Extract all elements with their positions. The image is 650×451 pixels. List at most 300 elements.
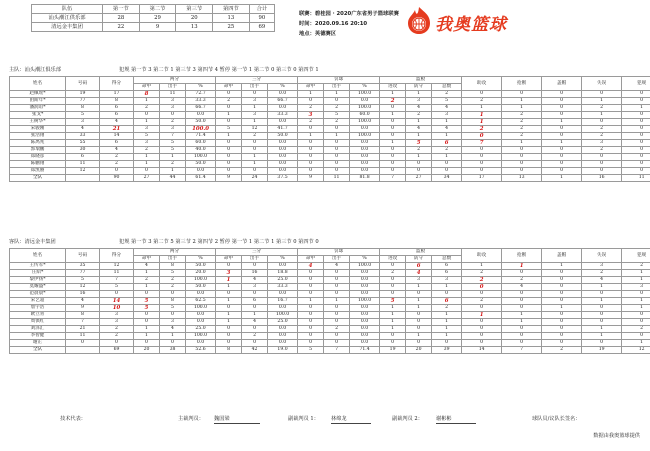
stat-cell: 7 [160, 133, 186, 140]
stat-cell: 2 [100, 333, 134, 340]
stat-cell: 25.0 [268, 277, 298, 284]
stat-cell: 1 [622, 105, 650, 112]
total-cell: 12 [622, 347, 650, 354]
stat-cell: 2 [582, 147, 622, 154]
match-time: 时间：2020.09.16 20:10 [299, 21, 368, 27]
stat-cell: 0.0 [268, 333, 298, 340]
stat-cell: 2 [160, 161, 186, 168]
stat-cell: 4 [406, 270, 432, 277]
stat-cell: 0 [380, 340, 406, 347]
stat-cell: 7 [462, 140, 502, 147]
sub-col: 出手 [324, 256, 350, 263]
total-cell: 7 [324, 347, 350, 354]
sub-col: 防守 [406, 256, 432, 263]
away-stats-table [9, 248, 650, 354]
stat-cell: 1 [134, 284, 160, 291]
stat-cell: 0 [242, 263, 268, 270]
stat-cell: 0 [242, 91, 268, 98]
total-cell: 14 [462, 347, 502, 354]
stat-cell: 2 [502, 119, 542, 126]
stat-cell: 0 [380, 277, 406, 284]
stat-cell: 0 [582, 154, 622, 161]
stat-cell: 14 [100, 298, 134, 305]
stat-cell: 0 [462, 291, 502, 298]
stat-cell: 1 [582, 284, 622, 291]
stat-cell: 50.0 [186, 119, 216, 126]
stat-cell: 1 [406, 284, 432, 291]
stat-cell: 1 [380, 319, 406, 326]
stat-cell: 0 [622, 312, 650, 319]
stat-cell: 4 [242, 319, 268, 326]
stat-cell: 0 [622, 291, 650, 298]
stat-cell: 1 [242, 161, 268, 168]
stat-cell: 0.0 [350, 305, 380, 312]
stat-cell: 3 [160, 105, 186, 112]
stat-cell: 0 [542, 340, 582, 347]
stat-cell: 1 [432, 133, 462, 140]
stat-cell: 60.0 [350, 112, 380, 119]
stat-cell: 0 [542, 291, 582, 298]
stat-cell: 2 [160, 277, 186, 284]
header-q4: 第四节 [213, 5, 250, 14]
player-row [10, 112, 650, 119]
sub-col: 命中 [216, 84, 242, 91]
stat-cell: 0 [134, 291, 160, 298]
total-cell: 11 [622, 175, 650, 182]
stat-cell: 3 [298, 112, 324, 119]
player-row [10, 326, 650, 333]
stat-cell: 1 [134, 270, 160, 277]
stat-cell: 0 [100, 291, 134, 298]
player-row [10, 312, 650, 319]
stat-cell: 0 [298, 126, 324, 133]
player-name: 詹宇浩 [10, 305, 66, 312]
stat-cell: 1 [622, 340, 650, 347]
stat-cell: 0 [582, 340, 622, 347]
ref2-label: 副裁判员 2： [392, 416, 423, 422]
stat-cell: 1 [582, 326, 622, 333]
stat-cell: 0 [622, 126, 650, 133]
cell: 29 [139, 14, 176, 23]
stat-cell: 0 [324, 277, 350, 284]
stat-cell: 1 [380, 312, 406, 319]
stat-cell: 0 [462, 340, 502, 347]
stat-cell: 0 [242, 140, 268, 147]
col-stat: 盖帽 [542, 249, 582, 263]
stat-cell: 0 [502, 154, 542, 161]
stat-cell: 0 [298, 291, 324, 298]
col-stat: 失误 [582, 249, 622, 263]
stat-cell: 0 [542, 161, 582, 168]
cell: 汕头潮江供乐部 [32, 14, 103, 23]
stat-cell: 0 [622, 147, 650, 154]
stat-cell: 8 [100, 98, 134, 105]
cell: 9 [139, 23, 176, 32]
player-row [10, 319, 650, 326]
stat-cell: 0 [462, 319, 502, 326]
stat-cell: 0 [542, 312, 582, 319]
stat-cell: 0 [160, 291, 186, 298]
player-name: 郑凯丽 [10, 168, 66, 175]
total-cell: 71.4 [350, 347, 380, 354]
stat-cell: 4 [298, 263, 324, 270]
stat-cell: 0 [622, 119, 650, 126]
away-team-summary: 犯规 第一节 3 第二节 5 第三节 2 第四节 2 暂停 第一节 1 第二节 1 第三节 0 第四节 0 [119, 239, 319, 245]
player-name: 宋骏刚 [10, 126, 66, 133]
stat-cell: 2 [216, 98, 242, 105]
stat-cell: 0 [582, 168, 622, 175]
stat-cell: 2 [502, 112, 542, 119]
total-cell: 44 [160, 175, 186, 182]
total-cell: 38 [160, 347, 186, 354]
stat-cell: 1 [216, 298, 242, 305]
stat-cell: 3 [160, 319, 186, 326]
stat-cell: 0.0 [268, 161, 298, 168]
stat-cell: 0.0 [350, 333, 380, 340]
stat-cell: 1 [622, 277, 650, 284]
stat-cell: 1 [582, 112, 622, 119]
quarter-row-away [32, 23, 275, 32]
stat-cell: 0 [582, 291, 622, 298]
stat-cell: 0.0 [268, 91, 298, 98]
col-two-point: 两分 [134, 77, 216, 84]
stat-cell: 6 [432, 140, 462, 147]
stat-cell: 0 [432, 161, 462, 168]
sub-col: 防守 [406, 84, 432, 91]
stat-cell: 2 [502, 277, 542, 284]
col-stat: 犯规 [622, 249, 650, 263]
stat-cell: 0.0 [268, 291, 298, 298]
stat-cell: 2 [462, 277, 502, 284]
stat-cell: 2 [134, 277, 160, 284]
stat-cell: 3 [242, 284, 268, 291]
stat-cell: 0 [380, 119, 406, 126]
player-row [10, 340, 650, 347]
stat-cell: 5 [160, 270, 186, 277]
total-cell: 2 [542, 347, 582, 354]
stat-cell: 1 [242, 119, 268, 126]
stat-cell: 0 [406, 312, 432, 319]
stat-cell: 100.0 [186, 333, 216, 340]
player-row [10, 91, 650, 98]
stat-cell: 5 [134, 133, 160, 140]
stat-cell: 5 [160, 147, 186, 154]
stat-cell: 16 [242, 270, 268, 277]
stat-cell: 2 [324, 119, 350, 126]
stat-cell: 0 [622, 168, 650, 175]
stat-cell: 8 [160, 263, 186, 270]
stat-cell: 1 [502, 98, 542, 105]
stat-cell: 2 [622, 263, 650, 270]
stat-cell: 0 [298, 326, 324, 333]
stat-cell: 0 [216, 105, 242, 112]
stat-cell: 50.0 [186, 284, 216, 291]
stat-cell: 0 [324, 333, 350, 340]
stat-cell: 0 [542, 277, 582, 284]
player-name: 范晨晨* [10, 291, 66, 298]
stat-cell: 2 [242, 133, 268, 140]
col-name: 姓名 [10, 249, 66, 263]
quarter-header-row [32, 5, 275, 14]
stat-cell: 2 [502, 133, 542, 140]
header-team: 队伍 [32, 5, 103, 14]
stat-cell: 1 [160, 154, 186, 161]
stat-cell: 100.0 [350, 91, 380, 98]
stat-cell: 0 [462, 305, 502, 312]
stat-cell: 5 [66, 112, 100, 119]
stat-cell: 3 [406, 98, 432, 105]
stat-cell: 0 [432, 340, 462, 347]
stat-cell: 0 [298, 312, 324, 319]
stat-cell: 4 [432, 126, 462, 133]
stat-cell: 0.0 [350, 326, 380, 333]
stat-cell: 0.0 [350, 147, 380, 154]
stat-cell: 0.0 [268, 263, 298, 270]
header-total: 合计 [249, 5, 274, 14]
stat-cell: 50.0 [268, 133, 298, 140]
stat-cell: 1 [462, 119, 502, 126]
stat-cell: 1 [134, 154, 160, 161]
stat-cell: 0 [380, 133, 406, 140]
sub-col: 命中 [216, 256, 242, 263]
stat-cell: 3 [242, 98, 268, 105]
stat-cell: 2 [406, 147, 432, 154]
stat-cell: 0.0 [350, 284, 380, 291]
stat-cell: 0 [324, 154, 350, 161]
stat-cell: 0 [242, 147, 268, 154]
stat-cell: 0 [324, 291, 350, 298]
stat-cell: 0 [216, 305, 242, 312]
stat-cell: 1 [160, 333, 186, 340]
stat-cell: 33.3 [268, 112, 298, 119]
stat-cell: 2 [406, 112, 432, 119]
ref1-name: 林绵龙 [331, 415, 371, 424]
stat-cell: 0 [542, 319, 582, 326]
stat-cell: 0 [298, 277, 324, 284]
stat-cell: 100.0 [186, 277, 216, 284]
stat-cell: 0.0 [268, 147, 298, 154]
stat-cell: 2 [582, 270, 622, 277]
total-cell: 1 [542, 175, 582, 182]
stat-cell: 16 [66, 291, 100, 298]
col-stat: 失误 [582, 77, 622, 91]
stat-cell: 1 [502, 312, 542, 319]
stat-cell: 17 [100, 91, 134, 98]
stat-cell: 100.0 [186, 126, 216, 133]
home-team-line [9, 67, 641, 74]
stat-cell: 0 [324, 161, 350, 168]
total-cell: 全队 [10, 175, 66, 182]
stat-cell: 0 [324, 312, 350, 319]
stat-cell: 1 [324, 298, 350, 305]
sub-col: 总数 [432, 84, 462, 91]
stat-cell: 100.0 [186, 154, 216, 161]
stat-cell: 7 [66, 319, 100, 326]
stat-cell: 0 [216, 263, 242, 270]
stat-cell: 6 [432, 263, 462, 270]
stat-cell: 0.0 [350, 154, 380, 161]
stat-cell: 1 [502, 263, 542, 270]
stat-cell: 1 [216, 133, 242, 140]
stat-cell: 11 [100, 270, 134, 277]
total-cell: 61.4 [186, 175, 216, 182]
player-name: 李智健 [10, 333, 66, 340]
stat-cell: 33.3 [186, 98, 216, 105]
stat-cell: 33.3 [268, 284, 298, 291]
stat-cell: 3 [134, 140, 160, 147]
stat-cell: 0 [502, 340, 542, 347]
total-cell: 16 [582, 175, 622, 182]
stat-cell: 0 [502, 333, 542, 340]
stat-cell: 2 [160, 119, 186, 126]
stat-cell: 0 [462, 133, 502, 140]
stat-cell: 12 [66, 168, 100, 175]
away-team-label: 客队：清远金丰集团 [9, 239, 56, 245]
player-name: 由斯年* [10, 98, 66, 105]
stat-cell: 0 [406, 291, 432, 298]
stat-cell: 0 [406, 340, 432, 347]
stat-cell: 1 [462, 263, 502, 270]
stat-cell: 2 [582, 126, 622, 133]
team-total-row [10, 347, 650, 354]
stat-cell: 0 [100, 340, 134, 347]
stat-cell: 0 [380, 126, 406, 133]
player-name: 张戈* [10, 112, 66, 119]
stat-cell: 0 [462, 333, 502, 340]
stat-cell: 2 [134, 105, 160, 112]
cell: 25 [213, 23, 250, 32]
stat-cell: 25.0 [186, 326, 216, 333]
stat-cell: 35 [66, 263, 100, 270]
col-stat: 助攻 [462, 249, 502, 263]
stat-cell: 33 [66, 133, 100, 140]
stat-cell: 1 [242, 154, 268, 161]
player-name: 赵佩瑶* [10, 91, 66, 98]
sub-col: 进攻 [380, 84, 406, 91]
stat-cell: 2 [100, 154, 134, 161]
cell: 13 [213, 14, 250, 23]
stat-cell: 4 [432, 105, 462, 112]
stat-cell: 2 [502, 126, 542, 133]
player-row [10, 154, 650, 161]
stat-cell: 5 [66, 277, 100, 284]
stat-cell: 4 [100, 147, 134, 154]
stat-cell: 0.0 [186, 112, 216, 119]
stat-cell: 0 [542, 284, 582, 291]
stat-cell: 2 [462, 126, 502, 133]
stat-cell: 0 [298, 270, 324, 277]
stat-cell: 0.0 [350, 277, 380, 284]
stat-cell: 5 [160, 140, 186, 147]
stat-cell: 0 [100, 168, 134, 175]
stat-cell: 21 [66, 326, 100, 333]
stat-cell: 0.0 [350, 270, 380, 277]
stat-cell: 60.0 [186, 140, 216, 147]
stat-cell: 0 [542, 298, 582, 305]
stat-cell: 0 [542, 147, 582, 154]
stat-cell: 5 [406, 140, 432, 147]
team-total-row [10, 175, 650, 182]
quarter-row-home [32, 14, 275, 23]
col-rebounds: 篮板 [380, 77, 462, 84]
away-team-line [9, 239, 641, 246]
stat-cell: 6 [66, 154, 100, 161]
stat-cell: 0 [380, 263, 406, 270]
stat-cell: 1 [324, 91, 350, 98]
stat-cell: 0.0 [186, 340, 216, 347]
player-name: 陈禹兆 [10, 140, 66, 147]
stat-cell: 0 [582, 119, 622, 126]
stat-cell: 0 [298, 140, 324, 147]
total-cell: 5 [298, 347, 324, 354]
stat-cell: 6 [406, 263, 432, 270]
stat-cell: 0 [134, 312, 160, 319]
stat-cell: 0 [298, 147, 324, 154]
player-name: 黎伊扬* [10, 277, 66, 284]
stat-cell: 2 [100, 326, 134, 333]
player-row [10, 168, 650, 175]
match-title: 联赛：碧桂园 · 2020广东省男子篮球联赛 [299, 11, 399, 17]
stat-cell: 0 [216, 154, 242, 161]
stat-cell: 1 [406, 119, 432, 126]
stat-cell: 100.0 [350, 263, 380, 270]
stat-cell: 4 [582, 277, 622, 284]
header-q1: 第一节 [103, 5, 140, 14]
total-cell: 81.8 [350, 175, 380, 182]
stat-cell: 0 [134, 168, 160, 175]
stat-cell: 50.0 [186, 263, 216, 270]
sub-col: 出手 [242, 256, 268, 263]
player-row [10, 147, 650, 154]
stat-cell: 0 [582, 161, 622, 168]
stat-cell: 1 [542, 119, 582, 126]
stat-cell: 1 [582, 298, 622, 305]
stat-cell: 0 [622, 161, 650, 168]
stat-cell: 14 [100, 133, 134, 140]
stat-cell: 2 [380, 98, 406, 105]
sub-col: 出手 [242, 84, 268, 91]
total-cell: 17 [462, 175, 502, 182]
stat-cell: 1 [380, 140, 406, 147]
stat-cell: 7 [100, 277, 134, 284]
total-cell: 全队 [10, 347, 66, 354]
stat-cell: 1 [298, 133, 324, 140]
stat-cell: 4 [406, 105, 432, 112]
stat-cell: 0 [542, 133, 582, 140]
sub-col: % [350, 84, 380, 91]
cell: 清远金丰集团 [32, 23, 103, 32]
col-name: 姓名 [10, 77, 66, 91]
stat-cell: 62.5 [186, 298, 216, 305]
col-three-point: 三分 [216, 249, 298, 256]
col-stat: 抢断 [502, 77, 542, 91]
stat-cell: 1 [216, 284, 242, 291]
stat-cell: 1 [462, 312, 502, 319]
stat-cell: 0 [432, 168, 462, 175]
stat-cell: 0 [406, 168, 432, 175]
stat-cell: 1 [406, 91, 432, 98]
stat-cell: 0 [216, 326, 242, 333]
stat-cell: 16.7 [268, 298, 298, 305]
stat-cell: 0 [298, 319, 324, 326]
stat-cell: 0 [216, 91, 242, 98]
stat-cell: 0.0 [350, 340, 380, 347]
stat-cell: 0.0 [350, 140, 380, 147]
player-row [10, 119, 650, 126]
tech-rep-label: 技术代表： [60, 416, 86, 422]
player-row [10, 105, 650, 112]
stat-cell: 4 [242, 277, 268, 284]
